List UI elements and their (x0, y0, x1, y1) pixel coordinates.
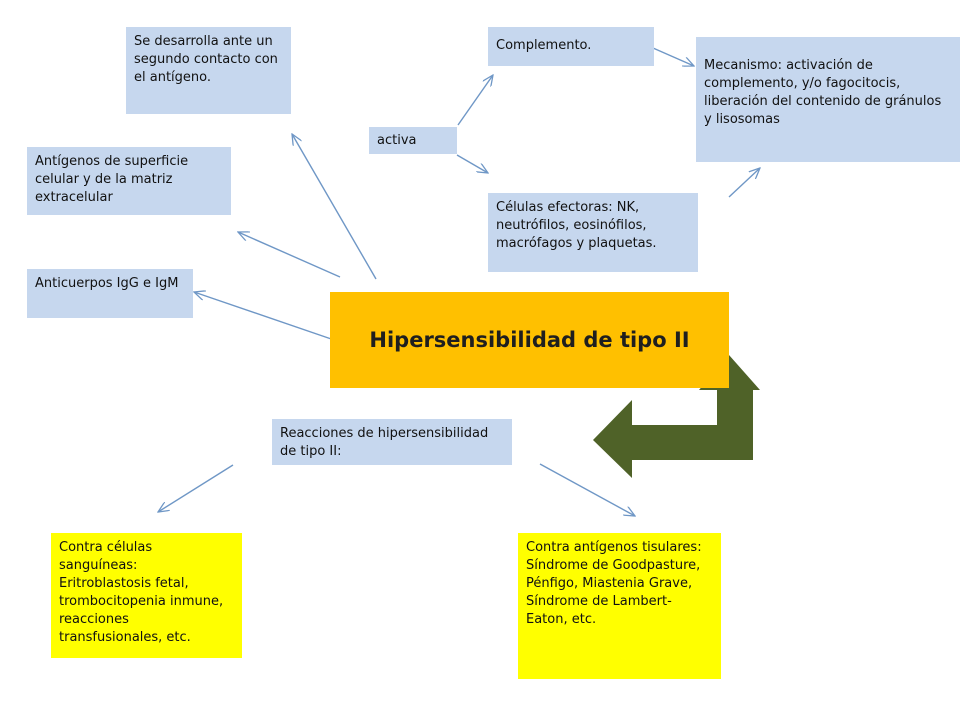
node-complemento: Complemento. (488, 27, 654, 66)
node-reacciones: Reacciones de hipersensibilidad de tipo II: (272, 419, 512, 465)
connector-celulas-to-mecanismo (729, 168, 760, 197)
node-anticuerpos: Anticuerpos IgG e IgM (27, 269, 193, 318)
node-contra-celulas: Contra células sanguíneas: Eritroblastosis fetal, trombocitopenia inmune, reacciones transfusionales, etc. (51, 533, 242, 658)
connector-to-anticuerpos (194, 292, 340, 342)
connector-complemento-to-mecanismo (653, 48, 694, 66)
node-contra-antigenos: Contra antígenos tisulares: Síndrome de Goodpasture, Pénfigo, Miastenia Grave, Síndrome de Lambert-Eaton, etc. (518, 533, 721, 679)
connector-activa-to-celulas (457, 155, 488, 173)
node-mecanismo: Mecanismo: activación de complemento, y/o fagocitocis, liberación del contenido de gránulos y lisosomas (696, 37, 960, 162)
node-segundo-contacto: Se desarrolla ante un segundo contacto con el antígeno. (126, 27, 291, 114)
node-activa: activa (369, 127, 457, 154)
central-node-hipersensibilidad: Hipersensibilidad de tipo II (330, 292, 729, 388)
connector-activa-to-complemento (458, 75, 493, 125)
connector-to-segundo-contacto (292, 134, 376, 279)
connector-to-contra-antigenos (540, 464, 635, 516)
node-antigenos-superficie: Antígenos de superficie celular y de la matriz extracelular (27, 147, 231, 215)
node-celulas-efectoras: Células efectoras: NK, neutrófilos, eosinófilos, macrófagos y plaquetas. (488, 193, 698, 272)
connector-to-contra-celulas (158, 465, 233, 512)
connector-to-antigenos (238, 232, 340, 277)
